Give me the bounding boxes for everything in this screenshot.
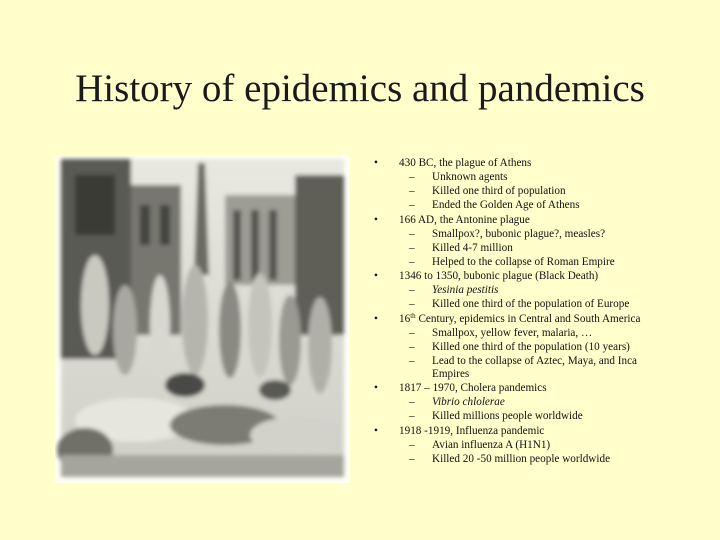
bullet-item [372,313,672,326]
sub-bullet-text: Ended the Golden Age of Athens [432,199,580,211]
sub-bullet-marker: – [409,326,415,339]
bullet-item [372,382,672,395]
bullet-marker: • [374,270,378,282]
sub-bullet-text: Vibrio chlolerae [432,396,505,408]
sub-bullet-marker: – [409,354,415,367]
sub-bullet-marker: – [409,171,415,183]
sub-bullet-item [372,242,672,255]
sub-bullet-text: Helped to the collapse of Roman Empire [432,255,615,268]
sub-bullet-text: Killed one third of population [432,185,566,197]
sub-bullet-text: Smallpox, yellow fever, malaria, … [432,326,593,339]
bullet-item [372,270,672,283]
bullet-item [372,157,672,170]
bullet-item [372,214,672,227]
sub-bullet-text: Killed one third of the population (10 years) [432,340,630,353]
sub-bullet-item [372,298,672,311]
sub-bullet-text: Killed one third of the population of Europe [432,298,630,310]
sub-bullet-text: Yesinia pestitis [432,284,499,296]
sub-bullet-item [372,185,672,198]
sub-bullet-text: Killed 4-7 million [432,241,513,254]
sub-bullet-item [372,284,672,297]
bullet-marker: • [374,382,378,394]
sub-bullet-marker: – [409,438,415,451]
sub-bullet-marker: – [409,255,415,268]
sub-bullet-item [372,327,672,340]
sub-bullet-text: Lead to the collapse of Aztec, Maya, and Inca Empires [432,354,638,380]
sub-bullet-marker: – [409,396,415,408]
bullet-text: 16th Century, epidemics in Central and South America [399,311,641,325]
superscript: th [410,311,416,320]
slide-title: History of epidemics and pandemics [75,67,645,110]
bullet-list [372,157,672,466]
bullet-text: 1918 -1919, Influenza pandemic [399,424,545,437]
bullet-text: 1346 to 1350, bubonic plague (Black Death) [399,270,599,282]
sub-bullet-marker: – [409,340,415,353]
sub-bullet-marker: – [409,410,415,422]
sub-bullet-marker: – [409,227,415,240]
sub-bullet-marker: – [409,298,415,310]
sub-bullet-item [372,341,672,354]
sub-bullet-item [372,199,672,212]
bullet-marker: • [374,157,378,169]
sub-bullet-marker: – [409,199,415,211]
bullet-text: 166 AD, the Antonine plague [399,213,530,226]
sub-bullet-item [372,355,672,381]
bullet-text: 430 BC, the plague of Athens [399,157,532,169]
sub-bullet-text: Avian influenza A (H1N1) [432,438,551,451]
sub-bullet-item [372,396,672,409]
bullet-text: 1817 – 1970, Cholera pandemics [399,382,547,394]
sub-bullet-marker: – [409,185,415,197]
plague-scene-illustration [55,155,350,483]
bullet-marker: • [374,424,378,437]
sub-bullet-marker: – [409,452,415,465]
sub-bullet-text: Unknown agents [432,171,508,183]
bullet-item [372,425,672,438]
sub-bullet-item [372,171,672,184]
sub-bullet-item [372,410,672,423]
sub-bullet-marker: – [409,241,415,254]
plague-scene-image [55,155,350,483]
sub-bullet-item [372,228,672,241]
sub-bullet-text: Killed millions people worldwide [432,410,583,422]
sub-bullet-text: Killed 20 -50 million people worldwide [432,452,611,465]
sub-bullet-item [372,256,672,269]
sub-bullet-marker: – [409,284,415,296]
bullet-marker: • [374,213,378,226]
sub-bullet-item [372,439,672,452]
sub-bullet-text: Smallpox?, bubonic plague?, measles? [432,227,606,240]
sub-bullet-item [372,453,672,466]
bullet-marker: • [374,312,378,325]
